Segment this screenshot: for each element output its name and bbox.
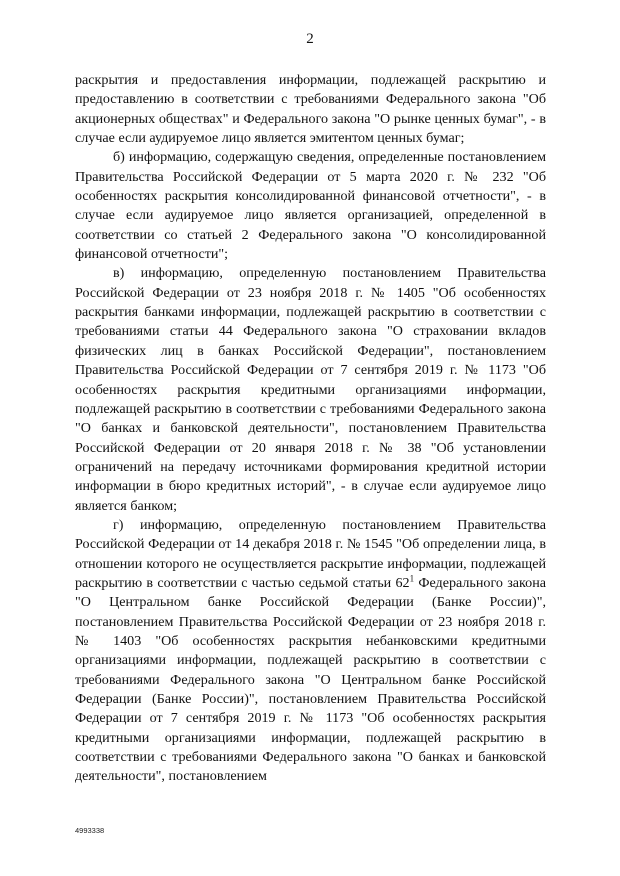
page-number: 2 [306,31,314,47]
paragraph-b: б) информацию, содержащую сведения, определенные постановлением Правительства Российской Федерации от 5 марта 2020 г. № 232 "Об особенностях раскрытия консолидированной финансовой отчетности", - в случае если аудируемое лицо является организацией, определенной в соответствии со статьей 2 Федерального закона "О консолидированной финансовой отчетности"; [75,149,546,263]
paragraph-g [75,516,546,787]
document-body [75,71,546,787]
superscript-marker: 1 [409,573,415,584]
paragraph-g-part-2: Федерального закона "О Центральном банке Российской Федерации (Банке России)", постановлением Правительства Российской Федерации от 23 ноября 2018 г. № 1403 "Об особенностях раскрытия небанковскими кредитными организациями информации, подлежащей раскрытию в соответствии с требованиями Федерального закона "О Центральном банке Российской Федерации (Банке России)", постановлением Правительства Российской Федерации от 7 сентября 2019 г. № 1173 "Об особенностях раскрытия кредитными организациями информации, подлежащей раскрытию в соответствии с требованиями Федерального закона "О банках и банковской деятельности", постановлением [75,574,546,785]
paragraph-g-part-1: г) информацию, определенную постановлением Правительства Российской Федерации от 14 декабря 2018 г. № 1545 "Об определении лица, в отношении которого не осуществляется раскрытие информации, подлежащей раскрытию в соответствии с частью седьмой статьи 62 [75,516,546,591]
paragraph-continuation: раскрытия и предоставления информации, подлежащей раскрытию и предоставлению в соответствии с требованиями Федерального закона "Об акционерных обществах" и Федерального закона "О рынке ценных бумаг", - в случае если аудируемое лицо является эмитентом ценных бумаг; [75,72,546,147]
paragraph-v: в) информацию, определенную постановлением Правительства Российской Федерации от 23 ноября 2018 г. № 1405 "Об особенностях раскрытия банками информации, подлежащей раскрытию в соответствии с требованиями статьи 44 Федерального закона "О страховании вкладов физических лиц в банках Российской Федерации", постановлением Правительства Российской Федерации от 7 сентября 2019 г. № 1173 "Об особенностях раскрытия кредитными организациями информации, подлежащей раскрытию в соответствии с требованиями Федерального закона "О банках и банковской деятельности", постановлением Правительства Российской Федерации от 20 января 2018 г. № 38 "Об установлении ограничений на передачу источниками формирования кредитной истории информации в бюро кредитных историй", - в случае если аудируемое лицо является банком; [75,265,546,514]
document-code: 4993338 [75,826,105,835]
